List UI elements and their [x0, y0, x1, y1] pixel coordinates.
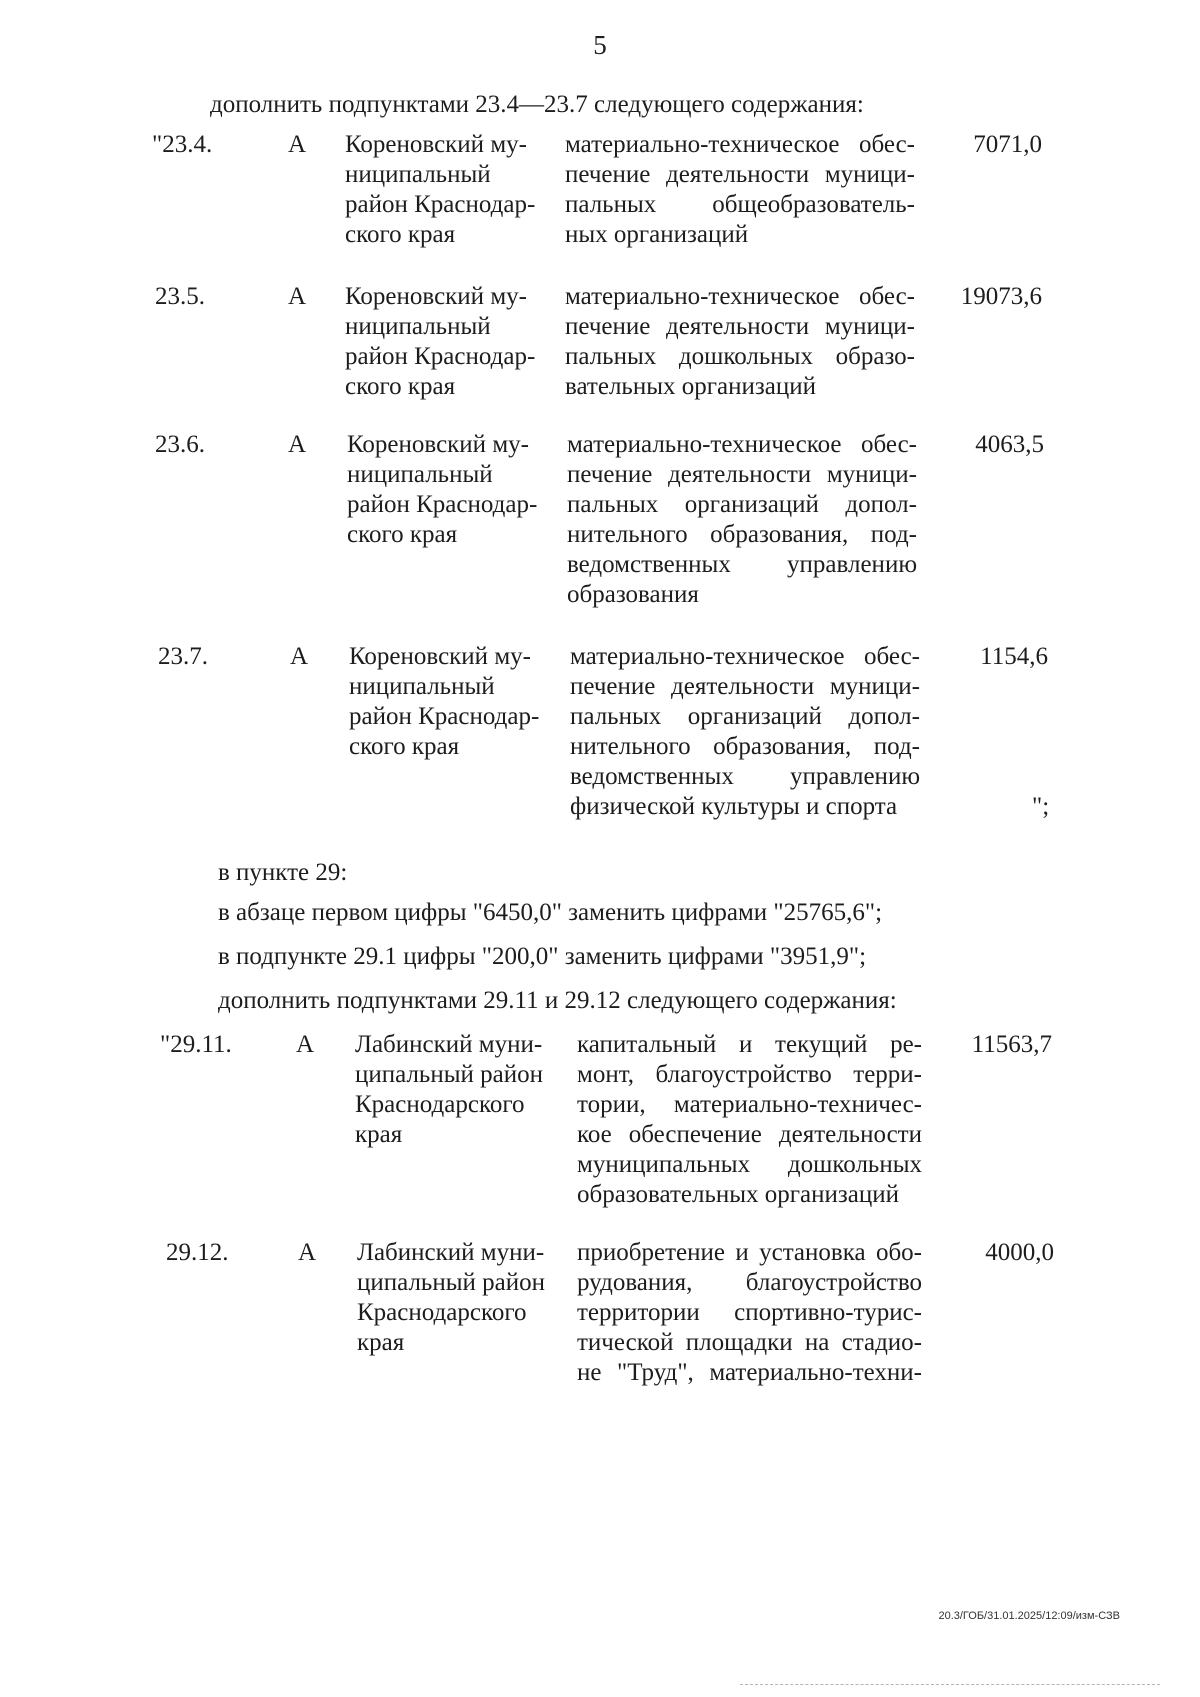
- purpose-line: кое обеспечение деятельности: [577, 1121, 922, 1148]
- purpose-line: тической площадки на стадио-: [577, 1329, 922, 1356]
- item-number: 23.5.: [155, 283, 205, 310]
- item-purpose: [570, 642, 920, 822]
- purpose-line: рудования, благоустройство: [577, 1269, 922, 1296]
- item-number: 23.7.: [158, 643, 208, 670]
- recipient-line: ского края: [345, 373, 456, 400]
- recipient-line: Краснодарского: [357, 1299, 527, 1326]
- recipient-line: Кореновский му-: [347, 431, 529, 458]
- purpose-line: не "Труд", материально-техни-: [577, 1359, 922, 1386]
- item-amount: 11563,7: [971, 1031, 1052, 1058]
- item-purpose: [577, 1238, 922, 1388]
- item-amount: 4000,0: [985, 1239, 1054, 1266]
- closing-quote: ";: [1032, 793, 1050, 820]
- purpose-line: материально-техническое обес-: [565, 283, 915, 310]
- recipient-line: края: [357, 1329, 405, 1356]
- purpose-line: муниципальных дошкольных: [577, 1151, 922, 1178]
- purpose-line: пальных организаций допол-: [570, 703, 920, 730]
- item-category: А: [288, 431, 307, 458]
- item-recipient: [345, 130, 560, 250]
- recipient-line: ципальный район: [357, 1269, 545, 1296]
- recipient-line: район Краснодар-: [349, 703, 540, 730]
- purpose-line: печение деятельности муници-: [565, 161, 915, 188]
- recipient-line: края: [355, 1121, 403, 1148]
- paragraph-add-subitems: дополнить подпунктами 29.11 и 29.12 следующего содержания:: [218, 987, 897, 1014]
- recipient-line: Кореновский му-: [345, 131, 527, 158]
- recipient-line: Кореновский му-: [349, 643, 531, 670]
- recipient-line: Лабинский муни-: [355, 1031, 543, 1058]
- recipient-line: ниципальный: [347, 461, 493, 488]
- item-category: А: [288, 283, 307, 310]
- purpose-line: пальных общеобразователь-: [565, 191, 915, 218]
- recipient-line: ского края: [349, 733, 460, 760]
- item-number: 23.6.: [155, 431, 205, 458]
- item-category: А: [298, 1239, 317, 1266]
- purpose-line: ведомственных управлению: [567, 551, 917, 578]
- recipient-line: Кореновский му-: [345, 283, 527, 310]
- purpose-line: вательных организаций: [565, 373, 816, 400]
- item-amount: 1154,6: [980, 643, 1048, 670]
- purpose-line: физической культуры и спорта: [570, 793, 898, 820]
- purpose-line: приобретение и установка обо-: [577, 1239, 922, 1266]
- purpose-line: образовательных организаций: [577, 1181, 900, 1208]
- purpose-line: тории, материально-техничес-: [577, 1091, 922, 1118]
- recipient-line: Лабинский муни-: [357, 1239, 545, 1266]
- purpose-line: печение деятельности муници-: [570, 673, 920, 700]
- item-amount: 7071,0: [973, 131, 1042, 158]
- recipient-line: ниципальный: [345, 161, 491, 188]
- item-recipient: [357, 1238, 572, 1358]
- paragraph-subitem-29-1: в подпункте 29.1 цифры "200,0" заменить цифрами "3951,9";: [218, 943, 867, 970]
- recipient-line: Краснодарского: [355, 1091, 525, 1118]
- purpose-line: монт, благоустройство терри-: [577, 1061, 922, 1088]
- purpose-line: печение деятельности муници-: [565, 313, 915, 340]
- purpose-line: ведомственных управлению: [570, 763, 920, 790]
- recipient-line: ниципальный: [349, 673, 495, 700]
- purpose-line: капитальный и текущий ре-: [577, 1031, 922, 1058]
- item-recipient: [349, 642, 564, 762]
- purpose-line: нительного образования, под-: [567, 521, 917, 548]
- item-recipient: [345, 282, 560, 402]
- item-purpose: [567, 430, 917, 610]
- item-number: "23.4.: [152, 131, 213, 158]
- item-number: 29.12.: [166, 1239, 229, 1266]
- item-amount: 4063,5: [975, 431, 1044, 458]
- scan-edge-line: [740, 1684, 1160, 1685]
- purpose-line: пальных дошкольных образо-: [565, 343, 915, 370]
- item-recipient: [355, 1030, 570, 1150]
- purpose-line: ных организаций: [565, 221, 749, 248]
- purpose-line: материально-техническое обес-: [567, 431, 917, 458]
- item-amount: 19073,6: [960, 283, 1042, 310]
- recipient-line: ского края: [345, 221, 456, 248]
- paragraph-first-abzats: в абзаце первом цифры "6450,0" заменить цифрами "25765,6";: [218, 899, 883, 926]
- purpose-line: материально-техническое обес-: [565, 131, 915, 158]
- recipient-line: район Краснодар-: [345, 191, 536, 218]
- recipient-line: ского края: [347, 521, 458, 548]
- document-footer-code: 20.3/ГОБ/31.01.2025/12:09/изм-СЗВ: [938, 1610, 1120, 1622]
- item-category: А: [296, 1031, 315, 1058]
- recipient-line: район Краснодар-: [347, 491, 538, 518]
- paragraph-item-29: в пункте 29:: [218, 859, 348, 886]
- purpose-line: материально-техническое обес-: [570, 643, 920, 670]
- intro-paragraph: дополнить подпунктами 23.4—23.7 следующего содержания:: [210, 91, 864, 118]
- purpose-line: нительного образования, под-: [570, 733, 920, 760]
- purpose-line: пальных организаций допол-: [567, 491, 917, 518]
- page-number: 5: [593, 30, 607, 60]
- item-purpose: [565, 282, 915, 402]
- purpose-line: образования: [567, 581, 699, 608]
- recipient-line: ципальный район: [355, 1061, 543, 1088]
- item-purpose: [577, 1030, 922, 1210]
- purpose-line: печение деятельности муници-: [567, 461, 917, 488]
- item-number: "29.11.: [160, 1031, 232, 1058]
- item-category: А: [290, 643, 309, 670]
- item-category: А: [288, 131, 307, 158]
- recipient-line: район Краснодар-: [345, 343, 536, 370]
- item-purpose: [565, 130, 915, 250]
- recipient-line: ниципальный: [345, 313, 491, 340]
- item-recipient: [347, 430, 562, 550]
- purpose-line: территории спортивно-турис-: [577, 1299, 922, 1326]
